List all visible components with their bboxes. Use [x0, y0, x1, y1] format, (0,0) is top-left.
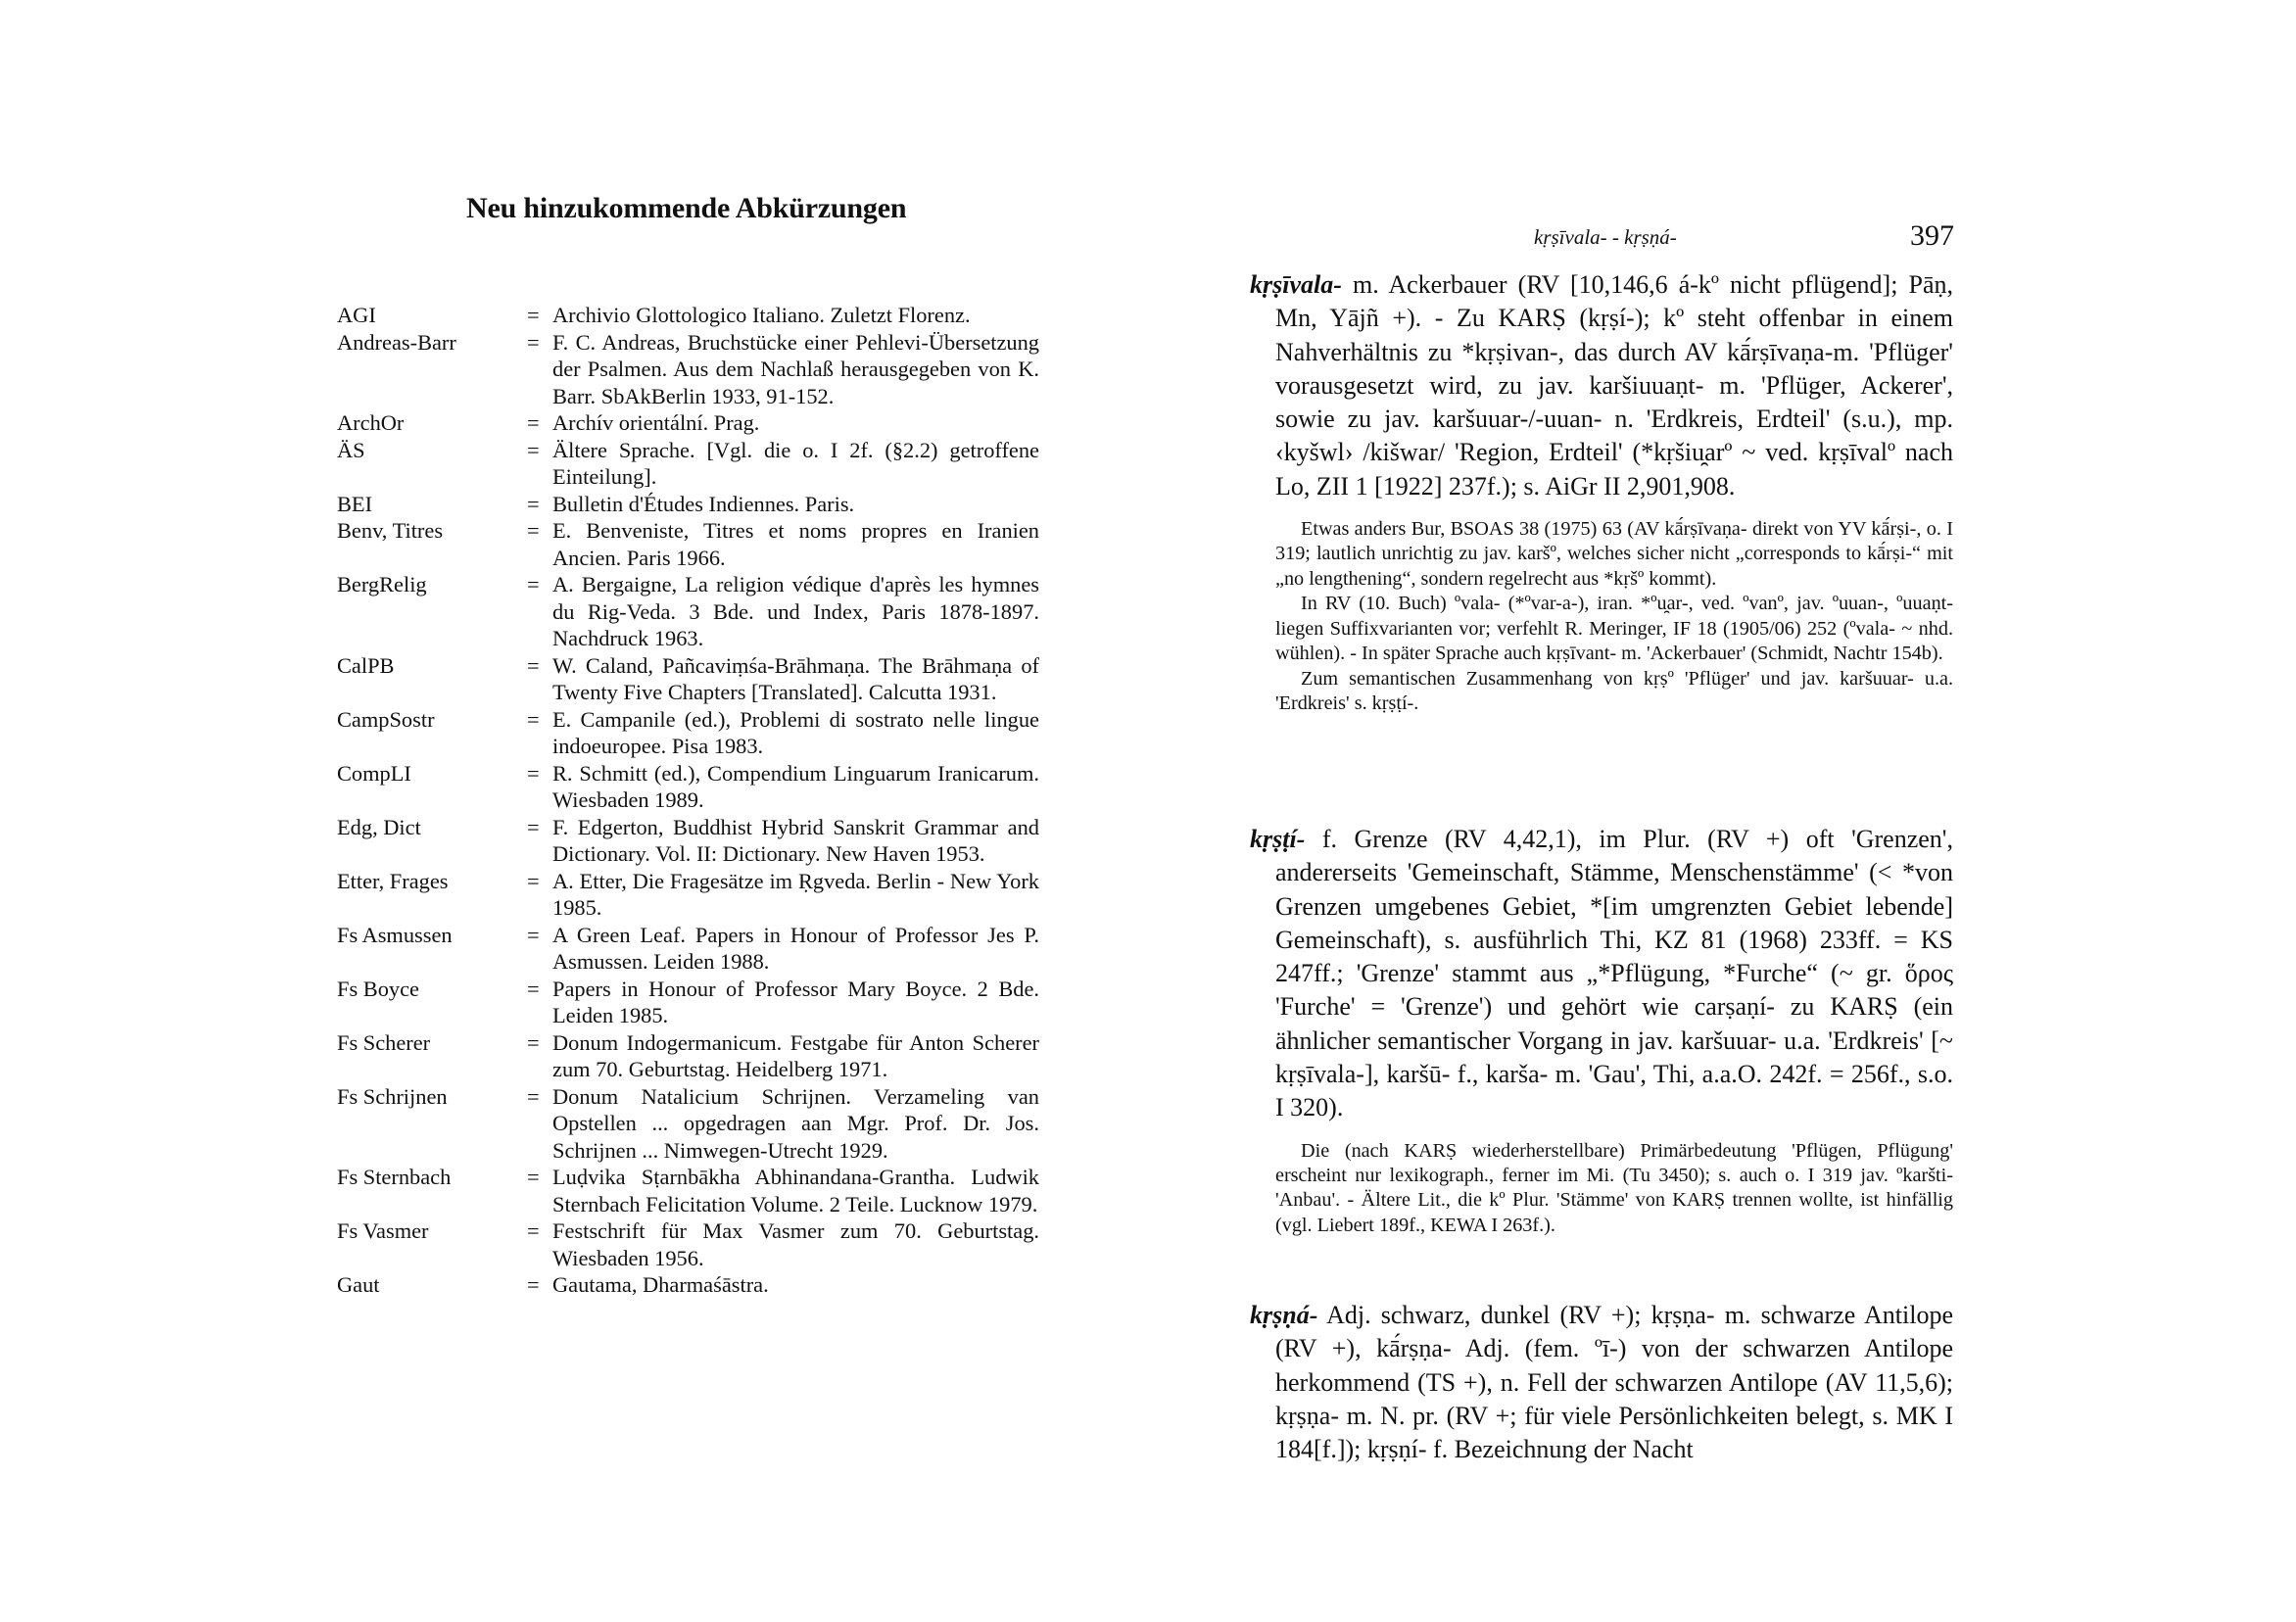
entry-definition: f. Grenze (RV 4,42,1), im Plur. (RV +) oft 'Grenzen', andererseits 'Gemeinschaft, Stämme, Menschenstämme' (< *von Grenzen umgebenes Gebiet, *[im umgrenzten Gebiet lebende] Gemeinschaft), s. ausführlich Thi, KZ 81 (1968) 233ff. = KS 247ff.; 'Grenze' stammt aus „*Pflügung, *Furche“ (~ gr. ὅρος 'Furche' = 'Grenze') und gehört wie carṣaṇí- zu KARṢ (ein ähnlicher semantischer Vorgang in jav. karšuuar- u.a. 'Erdkreis' [~ kṛṣīvala-], karšū- f., karša- m. 'Gau', Thi, a.a.O. 242f. = 256f., s.o. I 320). [1275, 825, 1953, 1122]
equals-sign: = [527, 518, 540, 543]
abbreviation-key: Fs Vasmer [337, 1218, 429, 1243]
abbreviation-row [337, 329, 1042, 410]
abbreviation-key: ÄS [337, 437, 365, 462]
dictionary-entry [1250, 1299, 1953, 1466]
abbreviation-key: Edg, Dict [337, 814, 421, 839]
abbreviation-definition: Donum Natalicium Schrijnen. Verzameling van Opstellen ... opgedragen aan Mgr. Prof. Dr. Jos. Schrijnen ... Nimwegen-Utrecht 1929. [552, 1083, 1039, 1163]
abbreviation-key: Etter, Frages [337, 868, 449, 893]
abbreviation-definition: A. Etter, Die Fragesätze im Ṛgveda. Berlin - New York 1985. [552, 868, 1039, 920]
equals-sign: = [527, 572, 540, 596]
page-title: Neu hinzukommende Abkürzungen [466, 192, 907, 224]
abbreviation-key: BEI [337, 491, 373, 516]
equals-sign: = [527, 491, 540, 516]
abbreviation-definition: Archivio Glottologico Italiano. Zuletzt Florenz. [552, 303, 971, 327]
abbreviation-key: Fs Asmussen [337, 922, 453, 947]
abbreviation-key: Fs Sternbach [337, 1165, 452, 1189]
abbreviation-key: Andreas-Barr [337, 329, 456, 355]
dictionary-entry [1250, 268, 1953, 716]
abbreviation-key: Fs Boyce [337, 976, 419, 1001]
abbreviation-row [337, 1271, 1042, 1299]
equals-sign: = [527, 1029, 540, 1055]
entry-note: Zum semantischen Zusammenhang von kṛṣº 'Pflüger' und jav. karšuuar- u.a. 'Erdkreis' s. kṛṣṭí-. [1275, 667, 1953, 714]
abbreviation-list [337, 302, 1042, 1299]
abbreviation-definition: Luḍvika Sṭarnbākha Abhinandana-Grantha. Ludwik Sternbach Felicitation Volume. 2 Teile. Lucknow 1979. [552, 1165, 1039, 1216]
equals-sign: = [527, 329, 540, 355]
entry-notes [1275, 1139, 1953, 1239]
entry-headword: kṛṣīvala- [1250, 270, 1342, 299]
abbreviation-row [337, 868, 1042, 922]
entry-note: Die (nach KARṢ wiederherstellbare) Primärbedeutung 'Pflügen, Pflügung' erscheint nur lexikograph., ferner im Mi. (Tu 3450); s. auch o. I 319 jav. ºkaršti- 'Anbau'. - Ältere Lit., die kº Plur. 'Stämme' von KARṢ trennen wollte, ist hinfällig (vgl. Liebert 189f., KEWA I 263f.). [1275, 1139, 1953, 1236]
equals-sign: = [527, 303, 540, 327]
page-number: 397 [1910, 219, 1954, 252]
abbreviation-row [337, 302, 1042, 329]
abbreviation-row [337, 571, 1042, 652]
equals-sign: = [527, 1218, 540, 1243]
abbreviation-key: BergRelig [337, 572, 427, 596]
entry-note: In RV (10. Buch) ºvala- (*ºvar-a-), iran. *ºu̯ar-, ved. ºvanº, jav. ºuuan-, ºuuaṇt- liegen Suffixvarianten vor; verfehlt R. Meringer, IF 18 (1905/06) 252 (ºvala- ~ nhd. wühlen). - In später Sprache auch kṛṣīvant- m. 'Ackerbauer' (Schmidt, Nachtr 154b). [1275, 593, 1953, 665]
abbreviation-key: CalPB [337, 652, 395, 678]
abbreviation-key: Gaut [337, 1272, 380, 1297]
abbreviation-row [337, 976, 1042, 1029]
dictionary-entry [1250, 823, 1953, 1238]
equals-sign: = [527, 868, 540, 893]
abbreviation-row [337, 1083, 1042, 1165]
abbreviation-definition: W. Caland, Pañcaviṃśa-Brāhmaṇa. The Brāhmaṇa of Twenty Five Chapters [Translated]. Calcutta 1931. [552, 652, 1039, 704]
abbreviation-key: CompLI [337, 760, 411, 786]
abbreviation-definition: Ältere Sprache. [Vgl. die o. I 2f. (§2.2) getroffene Einteilung]. [552, 437, 1039, 489]
equals-sign: = [527, 1083, 540, 1109]
equals-sign: = [527, 410, 540, 435]
entry-body [1250, 1299, 1953, 1466]
abbreviation-row [337, 652, 1042, 706]
abbreviation-definition: Archív orientální. Prag. [552, 410, 760, 435]
abbreviation-key: ArchOr [337, 410, 405, 435]
equals-sign: = [527, 922, 540, 947]
abbreviation-key: Benv, Titres [337, 518, 444, 543]
abbreviation-key: AGI [337, 303, 376, 327]
abbreviation-row [337, 491, 1042, 518]
abbreviation-row [337, 409, 1042, 437]
entry-headword: kṛṣṭí- [1250, 825, 1306, 853]
abbreviation-row [337, 437, 1042, 491]
abbreviation-definition: F. Edgerton, Buddhist Hybrid Sanskrit Grammar and Dictionary. Vol. II: Dictionary. New Haven 1953. [552, 814, 1039, 866]
abbreviation-definition: Bulletin d'Études Indiennes. Paris. [552, 491, 855, 516]
entry-notes [1275, 517, 1953, 716]
equals-sign: = [527, 814, 540, 839]
abbreviation-row [337, 517, 1042, 571]
abbreviation-definition: E. Benveniste, Titres et noms propres en Iranien Ancien. Paris 1966. [552, 518, 1039, 570]
equals-sign: = [527, 437, 540, 462]
abbreviation-definition: R. Schmitt (ed.), Compendium Linguarum Iranicarum. Wiesbaden 1989. [552, 760, 1039, 812]
abbreviation-definition: Donum Indogermanicum. Festgabe für Anton Scherer zum 70. Geburtstag. Heidelberg 1971. [552, 1029, 1039, 1081]
abbreviation-definition: Papers in Honour of Professor Mary Boyce. 2 Bde. Leiden 1985. [552, 976, 1039, 1027]
equals-sign: = [527, 976, 540, 1001]
abbreviation-definition: A Green Leaf. Papers in Honour of Professor Jes P. Asmussen. Leiden 1988. [552, 922, 1039, 974]
abbreviation-definition: Gautama, Dharmaśāstra. [552, 1272, 769, 1297]
abbreviation-row [337, 1029, 1042, 1083]
entry-headword: kṛṣṇá- [1250, 1301, 1318, 1329]
equals-sign: = [527, 760, 540, 786]
abbreviation-definition: E. Campanile (ed.), Problemi di sostrato nelle lingue indoeuropee. Pisa 1983. [552, 706, 1039, 758]
entry-body [1250, 823, 1953, 1125]
abbreviation-definition: Festschrift für Max Vasmer zum 70. Geburtstag. Wiesbaden 1956. [552, 1218, 1039, 1270]
abbreviation-key: CampSostr [337, 706, 435, 732]
abbreviation-definition: A. Bergaigne, La religion védique d'après les hymnes du Rig-Veda. 3 Bde. und Index, Paris 1878-1897. Nachdruck 1963. [552, 572, 1039, 650]
abbreviation-definition: F. C. Andreas, Bruchstücke einer Pehlevi-Übersetzung der Psalmen. Aus dem Nachlaß herausgegeben von K. Barr. SbAkBerlin 1933, 91-152. [552, 329, 1039, 408]
equals-sign: = [527, 1165, 540, 1189]
entry-definition: m. Ackerbauer (RV [10,146,6 á-kº nicht pflügend]; Pāṇ, Mn, Yājñ +). - Zu KARṢ (kṛṣí-); kº steht offenbar in einem Nahverhältnis zu *kṛṣivan-, das durch AV kā́rṣīvaṇa-m. 'Pflüger' vorausgesetzt wird, zu jav. karšiuuaṇt- m. 'Pflüger, Ackerer', sowie zu jav. karšuuar-/-uuan- n. 'Erdkreis, Erdteil' (s.u.), mp. ‹kyšwl› /kišwar/ 'Region, Erdteil' (*kṛšiu̯arº ~ ved. kṛṣīvalº nach Lo, ZII 1 [1922] 237f.); s. AiGr II 2,901,908. [1275, 270, 1953, 501]
abbreviation-row [337, 706, 1042, 760]
right-page [1148, 0, 2296, 1622]
entry-note: Etwas anders Bur, BSOAS 38 (1975) 63 (AV kā́rṣīvaṇa- direkt von YV kā́rṣi-, o. I 319; lautlich unrichtig zu jav. karšº, welches sicher nicht „corresponds to kā́rṣi-“ mit „no lengthening“, sondern regelrecht aus *kṛšº kommt). [1275, 518, 1953, 590]
abbreviation-row [337, 814, 1042, 868]
abbreviation-key: Fs Schrijnen [337, 1083, 448, 1109]
equals-sign: = [527, 706, 540, 732]
equals-sign: = [527, 652, 540, 678]
abbreviation-row [337, 1217, 1042, 1271]
abbreviation-row [337, 760, 1042, 814]
abbreviation-key: Fs Scherer [337, 1029, 431, 1055]
abbreviation-row [337, 1164, 1042, 1217]
running-head: kṛṣīvala- - kṛṣṇá- [1534, 225, 1677, 249]
entry-definition: Adj. schwarz, dunkel (RV +); kṛṣṇa- m. schwarze Antilope (RV +), kā́rṣṇa- Adj. (fem. ºī-) von der schwarzen Antilope herkommend (TS +), n. Fell der schwarzen Antilope (AV 11,5,6); kṛṣṇa- m. N. pr. (RV +; für viele Persönlichkeiten belegt, s. MK I 184[f.]); kṛṣṇí- f. Bezeichnung der Nacht [1275, 1301, 1953, 1464]
equals-sign: = [527, 1272, 540, 1297]
entry-body [1250, 268, 1953, 503]
abbreviation-row [337, 922, 1042, 976]
